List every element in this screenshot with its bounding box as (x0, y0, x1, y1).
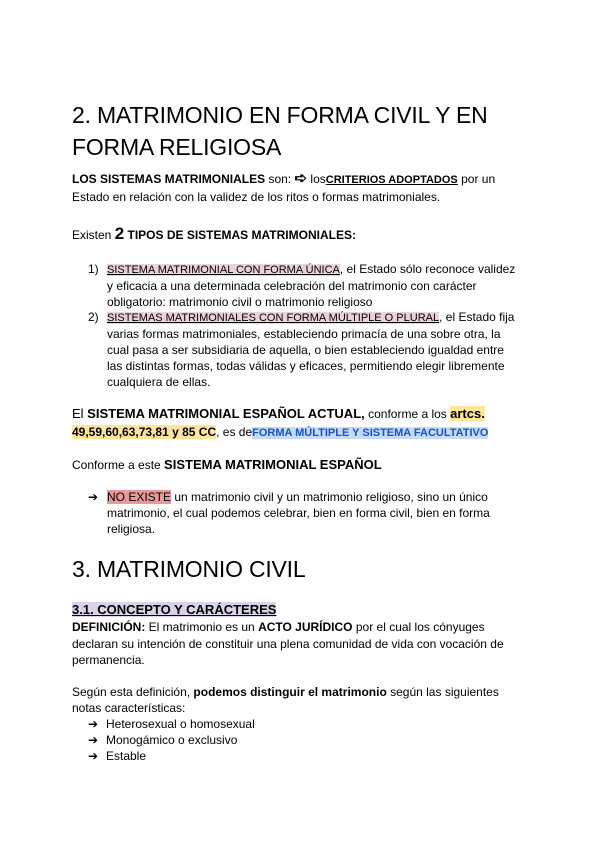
paragraph-sistemas (72, 171, 495, 188)
list-text: cual pasa a ser subsidiaria de aquella, o bien estableciendo igualdad entre (107, 343, 504, 357)
section-3-1-title (72, 601, 276, 619)
bold-sistema-espanol: SISTEMA MATRIMONIAL ESPAÑOL (164, 457, 382, 472)
list-text: cualquiera de ellas. (107, 375, 211, 389)
text-def-1: El matrimonio es un (145, 620, 259, 634)
paragraph-definicion-line3: permanencia. (72, 653, 145, 667)
section-3-1-heading: 3.1. CONCEPTO Y CARÁCTERES (72, 602, 277, 617)
text-el: El (72, 406, 88, 421)
bold-acto-juridico: ACTO JURÍDICO (258, 620, 353, 634)
number-two: 2 (114, 224, 125, 243)
arrow-right-icon: ➔ (88, 717, 99, 731)
text-conforme-a-este: Conforme a este (72, 458, 165, 472)
highlight-forma-multiple-facultativo: FORMA MÚLTIPLE Y SISTEMA FACULTATIVO (252, 427, 489, 439)
text-conforme: conforme a los (364, 407, 451, 421)
paragraph-sistema-actual (72, 405, 485, 423)
text-matrimonio: un matrimonio civil y un matrimonio religioso, sino un único (171, 490, 488, 504)
section-3-title: 3. MATRIMONIO CIVIL (72, 556, 306, 582)
list-number: 2) (88, 310, 99, 324)
comma: , (361, 406, 365, 421)
list-item (88, 748, 146, 764)
list-text: obligatorio: matrimonio civil o matrimonio religioso (107, 295, 373, 309)
characteristic-text: Estable (106, 749, 147, 763)
paragraph-definicion-line2: declaran su intención de constituir una plena comunidad de vida con vocación de (72, 637, 504, 651)
bold-podemos-distinguir: podemos distinguir el matrimonio (193, 685, 387, 699)
section-2-title-line2: FORMA RELIGIOSA (72, 134, 282, 160)
list-number: 1) (88, 262, 99, 276)
list-item (88, 732, 237, 748)
highlight-articulos-1: artcs. (450, 406, 485, 421)
list-text: y eficacia a una determinada celebración del matrimonio con carácter (107, 279, 477, 293)
list-item-text (107, 261, 539, 310)
criterios-adoptados: CRITERIOS ADOPTADOS (325, 174, 458, 186)
paragraph-segun (72, 684, 499, 700)
list-item (88, 261, 548, 309)
section-2-title-line1: 2. MATRIMONIO EN FORMA CIVIL Y EN (72, 102, 488, 128)
text-line: matrimonio, el cual podemos celebrar, bien en forma civil, bien en forma (107, 506, 490, 520)
arrow-right-icon: ➔ (88, 749, 99, 763)
list-item (88, 309, 548, 389)
text-segun-1: Según esta definición, (72, 685, 194, 699)
text-segun-2: según las siguientes (386, 685, 499, 699)
characteristic-text: Monogámico o exclusivo (106, 733, 238, 747)
list-text: , el Estado sólo reconoce validez (339, 262, 516, 276)
arrow-right-icon: ➔ (88, 490, 99, 504)
paragraph-definicion (72, 619, 485, 635)
highlight-forma-multiple: SISTEMAS MATRIMONIALES CON FORMA MÚLTIPLE O PLURAL (107, 312, 440, 324)
paragraph-sistemas-line2: Estado en relación con la validez de los ritos o formas matrimoniales. (72, 190, 441, 204)
paragraph-sistema-actual-line2 (72, 423, 488, 442)
list-text: varias formas matrimoniales, estableciendo primacía de una sobre otra, la (107, 327, 501, 341)
list-item (88, 716, 255, 732)
text-son: son: (265, 172, 292, 186)
text-los: los (307, 172, 326, 186)
text-tipos: TIPOS DE SISTEMAS MATRIMONIALES: (124, 228, 356, 242)
paragraph-segun-line2: notas características: (72, 701, 186, 715)
highlight-forma-unica: SISTEMA MATRIMONIAL CON FORMA ÚNICA (107, 264, 340, 276)
list-text: las distintas formas, todas válidas y eficaces, permitiendo elegir libremente (107, 359, 505, 373)
paragraph-conforme (72, 457, 382, 473)
text-por-un: por un (457, 172, 496, 186)
bold-sistema-actual: SISTEMA MATRIMONIAL ESPAÑOL ACTUAL (87, 406, 362, 421)
list-text: , el Estado fija (439, 310, 515, 324)
label-definicion: DEFINICIÓN: (72, 620, 146, 634)
bold-sistemas: LOS SISTEMAS MATRIMONIALES (72, 172, 266, 186)
text-existen: Existen (72, 228, 115, 242)
highlight-no-existe: NO EXISTE (107, 490, 172, 504)
paragraph-existen (72, 226, 356, 243)
text-def-2: por el cual los cónyuges (352, 620, 485, 634)
characteristic-text: Heterosexual o homosexual (106, 717, 255, 731)
text-line: religiosa. (107, 522, 156, 536)
arrow-right-icon: ➔ (88, 733, 99, 747)
arrow-right-icon: ➪ (294, 170, 308, 187)
list-item-text (107, 309, 539, 390)
text-es-de: , es de (216, 425, 253, 439)
highlight-articulos-2: 49,59,60,63,73,81 y 85 CC (72, 425, 217, 439)
